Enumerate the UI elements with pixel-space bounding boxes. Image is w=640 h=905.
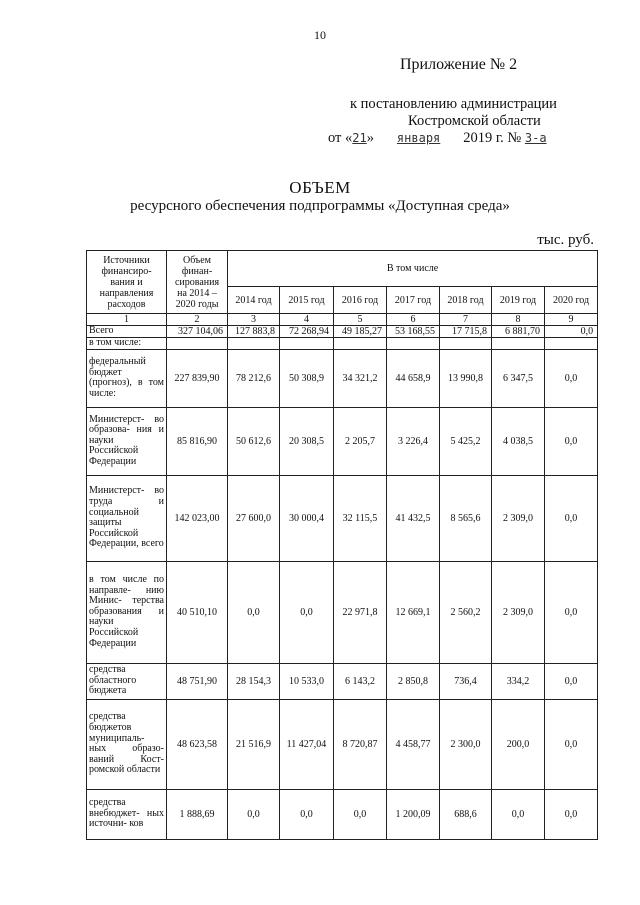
cell-value: 1 200,09 xyxy=(387,789,440,839)
row-label: средства внебюджет- ных источни- ков xyxy=(87,789,167,839)
row-label: в том числе по направле- нию Минис- терства образования и науки Российской Федерации xyxy=(87,561,167,663)
row-label: Министерст- во труда и социальной защиты Российской Федерации, всего xyxy=(87,475,167,561)
cell-value: 0,0 xyxy=(280,789,334,839)
column-number: 7 xyxy=(440,314,492,326)
cell-value: 4 038,5 xyxy=(492,407,545,475)
date-month: января xyxy=(396,131,441,145)
header-year: 2018 год xyxy=(440,287,492,314)
date-year: 2019 г. № xyxy=(463,130,522,146)
cell-value: 2 300,0 xyxy=(440,699,492,789)
cell-value: 0,0 xyxy=(545,561,598,663)
cell-value: 32 115,5 xyxy=(334,475,387,561)
cell-value: 40 510,10 xyxy=(167,561,228,663)
header-year: 2014 год xyxy=(228,287,280,314)
cell-value: 0,0 xyxy=(545,789,598,839)
cell-value: 0,0 xyxy=(545,349,598,407)
row-label: федеральный бюджет (прогноз), в том числе: xyxy=(87,349,167,407)
cell-value: 1 888,69 xyxy=(167,789,228,839)
column-number: 6 xyxy=(387,314,440,326)
cell-value: 12 669,1 xyxy=(387,561,440,663)
cell-value: 0,0 xyxy=(545,475,598,561)
cell-value: 78 212,6 xyxy=(228,349,280,407)
appendix-title: Приложение № 2 xyxy=(400,56,518,73)
cell-value: 17 715,8 xyxy=(440,326,492,338)
date-prefix: от « xyxy=(328,130,353,146)
row-label: средства бюджетов муниципаль- ных образо- ваний Кост- ромской области xyxy=(87,699,167,789)
header-year: 2016 год xyxy=(334,287,387,314)
table-row xyxy=(87,561,598,663)
cell-value: 0,0 xyxy=(334,789,387,839)
cell-value: 27 600,0 xyxy=(228,475,280,561)
table-row xyxy=(87,663,598,699)
table-row xyxy=(87,789,598,839)
cell-value: 5 425,2 xyxy=(440,407,492,475)
column-number: 5 xyxy=(334,314,387,326)
column-number: 3 xyxy=(228,314,280,326)
cell-value: 53 168,55 xyxy=(387,326,440,338)
header-year: 2020 год xyxy=(545,287,598,314)
column-number: 8 xyxy=(492,314,545,326)
cell-value: 0,0 xyxy=(545,663,598,699)
cell-value: 142 023,00 xyxy=(167,475,228,561)
column-number: 4 xyxy=(280,314,334,326)
cell-value: 2 560,2 xyxy=(440,561,492,663)
cell-value: 22 971,8 xyxy=(334,561,387,663)
table-row xyxy=(87,475,598,561)
cell-value: 30 000,4 xyxy=(280,475,334,561)
cell-value: 0,0 xyxy=(545,699,598,789)
cell-value: 0,0 xyxy=(492,789,545,839)
cell-value: 6 143,2 xyxy=(334,663,387,699)
cell-value: 20 308,5 xyxy=(280,407,334,475)
row-label: в том числе: xyxy=(87,338,167,350)
cell-value: 11 427,04 xyxy=(280,699,334,789)
cell-value: 736,4 xyxy=(440,663,492,699)
cell-value: 6 881,70 xyxy=(492,326,545,338)
row-label: Министерст- во образова- ния и науки Российской Федерации xyxy=(87,407,167,475)
cell-value: 13 990,8 xyxy=(440,349,492,407)
cell-value: 0,0 xyxy=(228,789,280,839)
appendix-line-1: к постановлению администрации xyxy=(350,96,557,112)
cell-value: 41 432,5 xyxy=(387,475,440,561)
header-year: 2017 год xyxy=(387,287,440,314)
table-row-including xyxy=(87,338,598,350)
cell-value: 50 308,9 xyxy=(280,349,334,407)
cell-value: 2 309,0 xyxy=(492,561,545,663)
funding-table xyxy=(86,250,598,840)
cell-value: 21 516,9 xyxy=(228,699,280,789)
appendix-date-line xyxy=(328,130,547,147)
document-title: ОБЪЕМ xyxy=(289,178,351,197)
unit-label: тыс. руб. xyxy=(537,232,594,248)
cell-value: 2 850,8 xyxy=(387,663,440,699)
header-including: В том числе xyxy=(228,251,598,287)
cell-value: 50 612,6 xyxy=(228,407,280,475)
header-sources: Источники финансиро- вания и направления расходов xyxy=(87,251,167,314)
header-year: 2019 год xyxy=(492,287,545,314)
table-row xyxy=(87,349,598,407)
cell-value: 688,6 xyxy=(440,789,492,839)
cell-value: 44 658,9 xyxy=(387,349,440,407)
row-label: средства областного бюджета xyxy=(87,663,167,699)
cell-value: 72 268,94 xyxy=(280,326,334,338)
cell-value: 0,0 xyxy=(228,561,280,663)
table-row-total xyxy=(87,326,598,338)
header-volume: Объем финан- сирования на 2014 – 2020 годы xyxy=(167,251,228,314)
cell-value: 6 347,5 xyxy=(492,349,545,407)
row-label: Всего xyxy=(87,326,167,338)
cell-value: 28 154,3 xyxy=(228,663,280,699)
cell-value: 2 309,0 xyxy=(492,475,545,561)
cell-value: 10 533,0 xyxy=(280,663,334,699)
page-number: 10 xyxy=(314,28,326,42)
header-year: 2015 год xyxy=(280,287,334,314)
table-row xyxy=(87,699,598,789)
column-number: 2 xyxy=(167,314,228,326)
cell-value: 48 751,90 xyxy=(167,663,228,699)
cell-value: 0,0 xyxy=(545,326,598,338)
column-number: 1 xyxy=(87,314,167,326)
cell-value: 0,0 xyxy=(545,407,598,475)
cell-value: 8 565,6 xyxy=(440,475,492,561)
cell-value: 127 883,8 xyxy=(228,326,280,338)
cell-value: 227 839,90 xyxy=(167,349,228,407)
cell-value: 85 816,90 xyxy=(167,407,228,475)
column-number: 9 xyxy=(545,314,598,326)
cell-value: 334,2 xyxy=(492,663,545,699)
appendix-line-2: Костромской области xyxy=(408,113,541,129)
cell-value: 8 720,87 xyxy=(334,699,387,789)
table-row xyxy=(87,407,598,475)
date-mid: » xyxy=(366,130,374,146)
cell-value: 0,0 xyxy=(280,561,334,663)
cell-value: 49 185,27 xyxy=(334,326,387,338)
cell-value: 2 205,7 xyxy=(334,407,387,475)
cell-value: 4 458,77 xyxy=(387,699,440,789)
document-number: 3-а xyxy=(524,131,547,145)
cell-value: 200,0 xyxy=(492,699,545,789)
cell-value: 327 104,06 xyxy=(167,326,228,338)
cell-value: 3 226,4 xyxy=(387,407,440,475)
document-subtitle: ресурсного обеспечения подпрограммы «Доступная среда» xyxy=(130,198,510,214)
date-day: 21 xyxy=(352,131,367,145)
cell-value: 34 321,2 xyxy=(334,349,387,407)
cell-value: 48 623,58 xyxy=(167,699,228,789)
